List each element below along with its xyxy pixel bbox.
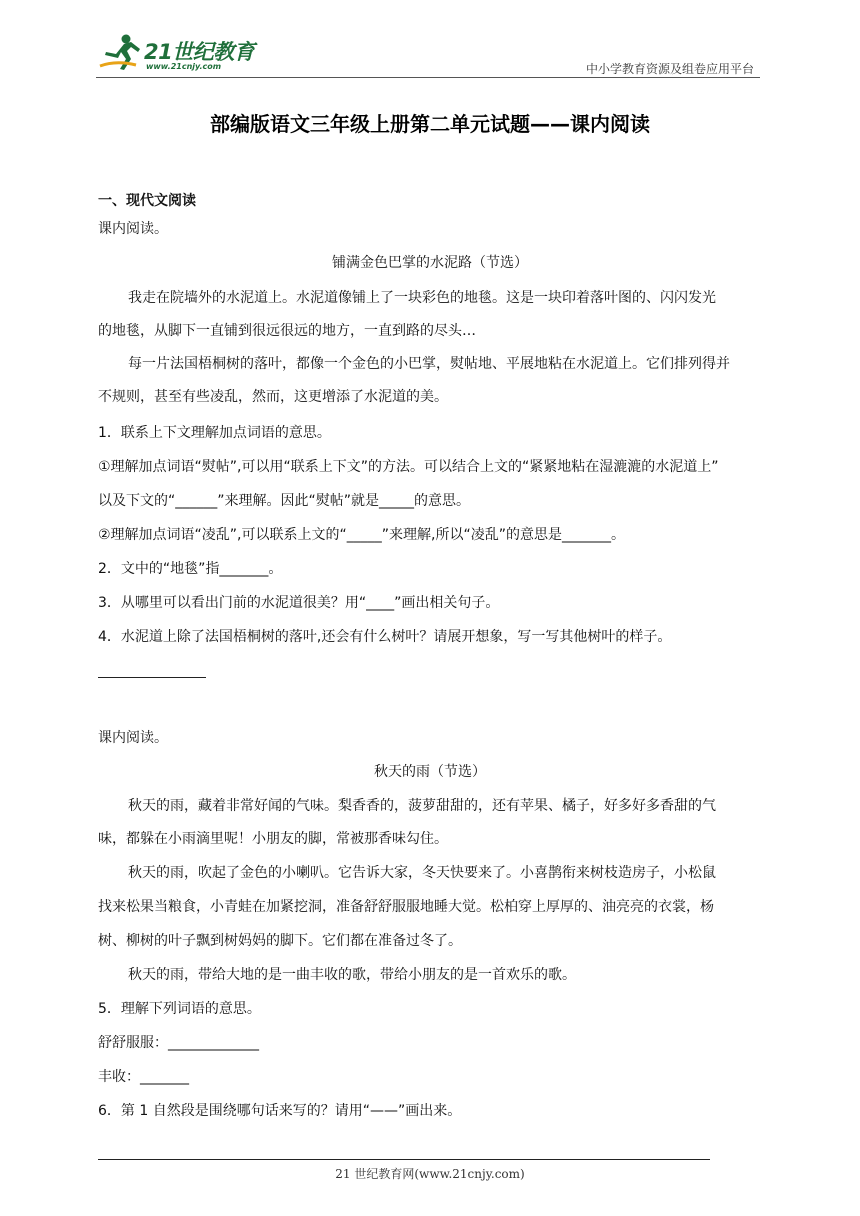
page-footer: 21 世纪教育网(www.21cnjy.com) xyxy=(335,1167,525,1181)
question: 4．水泥道上除了法国梧桐树的落叶,还会有什么树叶？请展开想象，写一写其他树叶的样子。 xyxy=(98,629,672,645)
passage-line: 秋天的雨，吹起了金色的小喇叭。它告诉大家，冬天快要来了。小喜鹊衔来树枝造房子，小松鼠 xyxy=(128,865,716,881)
passage-title: 秋天的雨（节选） xyxy=(374,764,486,780)
answer-line xyxy=(98,677,206,678)
question: ①理解加点词语“熨帖”,可以用“联系上下文”的方法。可以结合上文的“紧紧地粘在湿漉漉的水泥道上” xyxy=(98,459,719,475)
passage-line: 秋天的雨，带给大地的是一曲丰收的歌，带给小朋友的是一首欢乐的歌。 xyxy=(128,967,576,983)
platform-name: 中小学教育资源及组卷应用平台 xyxy=(585,62,754,76)
question: 6．第 1 自然段是围绕哪句话来写的？请用“——”画出来。 xyxy=(98,1103,462,1119)
logo-url: www.21cnjy.com xyxy=(146,62,222,71)
passage-line: 每一片法国梧桐树的落叶，都像一个金色的小巴掌，熨帖地、平展地粘在水泥道上。它们排列得并 xyxy=(128,356,730,372)
question: 3．从哪里可以看出门前的水泥道很美？用“____”画出相关句子。 xyxy=(98,595,500,611)
question: 舒舒服服：_____________ xyxy=(98,1035,259,1051)
logo xyxy=(96,30,266,78)
passage-line: 的地毯，从脚下一直铺到很远很远的地方，一直到路的尽头… xyxy=(98,323,476,339)
passage-line: 味，都躲在小雨滴里呢！小朋友的脚，常被那香味勾住。 xyxy=(98,831,448,847)
question: 1．联系上下文理解加点词语的意思。 xyxy=(98,425,331,441)
page-header xyxy=(96,30,760,80)
passage-title: 铺满金色巴掌的水泥路（节选） xyxy=(332,255,528,271)
page-title: 部编版语文三年级上册第二单元试题——课内阅读 xyxy=(210,112,650,136)
question: ②理解加点词语“凌乱”,可以联系上文的“_____”来理解,所以“凌乱”的意思是_______。 xyxy=(98,527,625,543)
header-divider xyxy=(96,77,760,78)
passage-line: 不规则，甚至有些凌乱，然而，这更增添了水泥道的美。 xyxy=(98,389,448,405)
section-intro: 课内阅读。 xyxy=(98,730,168,746)
passage-line: 树、柳树的叶子飘到树妈妈的脚下。它们都在准备过冬了。 xyxy=(98,933,462,949)
question: 5．理解下列词语的意思。 xyxy=(98,1001,261,1017)
question: 2．文中的“地毯”指_______。 xyxy=(98,561,283,577)
question: 丰收：_______ xyxy=(98,1069,189,1085)
logo-text: 21世纪教育 xyxy=(144,40,255,64)
footer-divider xyxy=(98,1159,710,1160)
passage-line: 找来松果当粮食，小青蛙在加紧挖洞，准备舒舒服服地睡大觉。松柏穿上厚厚的、油亮亮的衣裳，杨 xyxy=(98,899,714,915)
passage-line: 我走在院墙外的水泥道上。水泥道像铺上了一块彩色的地毯。这是一块印着落叶图的、闪闪发光 xyxy=(128,290,716,306)
question: 以及下文的“______”来理解。因此“熨帖”就是_____的意思。 xyxy=(98,493,471,509)
section-intro: 课内阅读。 xyxy=(98,221,168,237)
runner-logo-icon xyxy=(96,32,146,72)
passage-line: 秋天的雨，藏着非常好闻的气味。梨香香的，菠萝甜甜的，还有苹果、橘子，好多好多香甜的气 xyxy=(128,798,716,814)
section-heading: 一、现代文阅读 xyxy=(98,193,196,209)
